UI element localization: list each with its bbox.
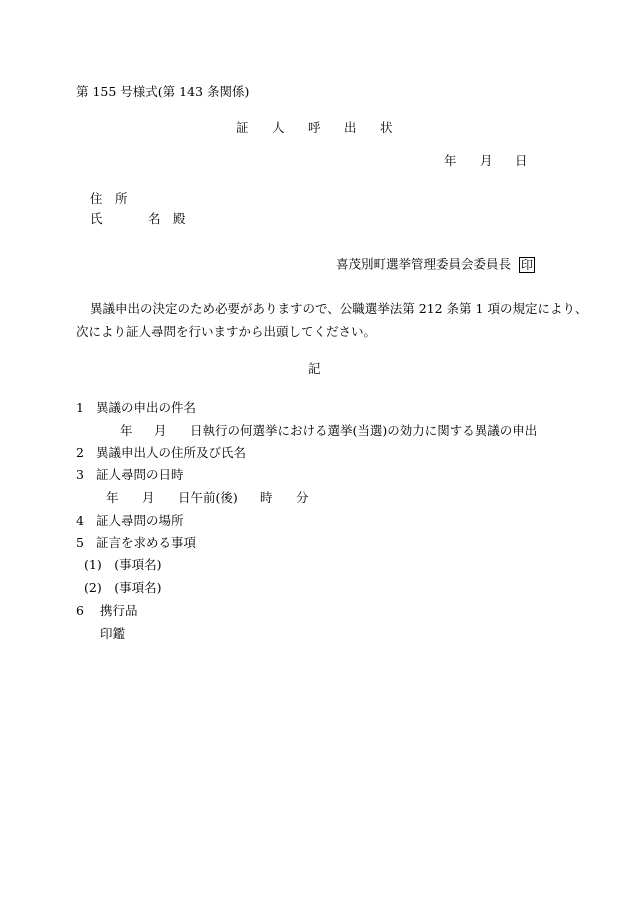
date-month: 月 (480, 153, 493, 168)
body-line-1: 異議申出の決定のため必要がありますので、公職選挙法第 212 条第 1 項の規定により、 (90, 301, 588, 316)
item-detail: 月 (142, 490, 155, 505)
body-line-2: 次により証人尋問を行いますから出頭してください。 (76, 324, 377, 339)
item-number: 2 (76, 445, 84, 460)
issuer-name: 喜茂別町選挙管理委員会委員長 (336, 256, 512, 272)
item-label: 証言を求める事項 (96, 535, 197, 550)
title-char: 呼 (308, 120, 321, 135)
ki-heading: 記 (308, 361, 321, 376)
item-detail: 時 (260, 490, 273, 505)
item-label: 証人尋問の日時 (96, 467, 184, 482)
title-char: 証 (236, 120, 249, 135)
date-year: 年 (444, 153, 457, 168)
name-honorific: 名 殿 (148, 211, 186, 226)
item-label: 異議申出人の住所及び氏名 (96, 445, 247, 460)
name-label: 氏 (90, 211, 103, 226)
item-detail: 日執行の何選挙における選挙(当選)の効力に関する異議の申出 (190, 423, 538, 438)
item-detail: 年 (120, 423, 133, 438)
item-number: 1 (76, 400, 84, 415)
item-number: 6 (76, 603, 84, 618)
form-number: 第 155 号様式(第 143 条関係) (76, 84, 250, 99)
item-detail: 分 (296, 490, 309, 505)
item-label: 異議の申出の件名 (96, 400, 197, 415)
date-day: 日 (515, 153, 528, 168)
item-detail: 月 (154, 423, 167, 438)
item-detail: 日午前(後) (178, 490, 238, 505)
address-label: 住 所 (90, 191, 128, 206)
sub-item: (1) (事項名) (84, 557, 162, 572)
item-detail: 印鑑 (100, 626, 126, 641)
sub-item: (2) (事項名) (84, 580, 162, 595)
item-label: 証人尋問の場所 (96, 513, 184, 528)
item-number: 5 (76, 535, 84, 550)
item-number: 4 (76, 513, 84, 528)
title-char: 状 (380, 120, 393, 135)
item-number: 3 (76, 467, 84, 482)
item-detail: 年 (106, 490, 119, 505)
item-label: 携行品 (100, 603, 138, 618)
issuer-line (336, 257, 535, 273)
title-char: 出 (344, 120, 357, 135)
seal-mark: 印 (521, 258, 534, 272)
title-char: 人 (272, 120, 285, 135)
